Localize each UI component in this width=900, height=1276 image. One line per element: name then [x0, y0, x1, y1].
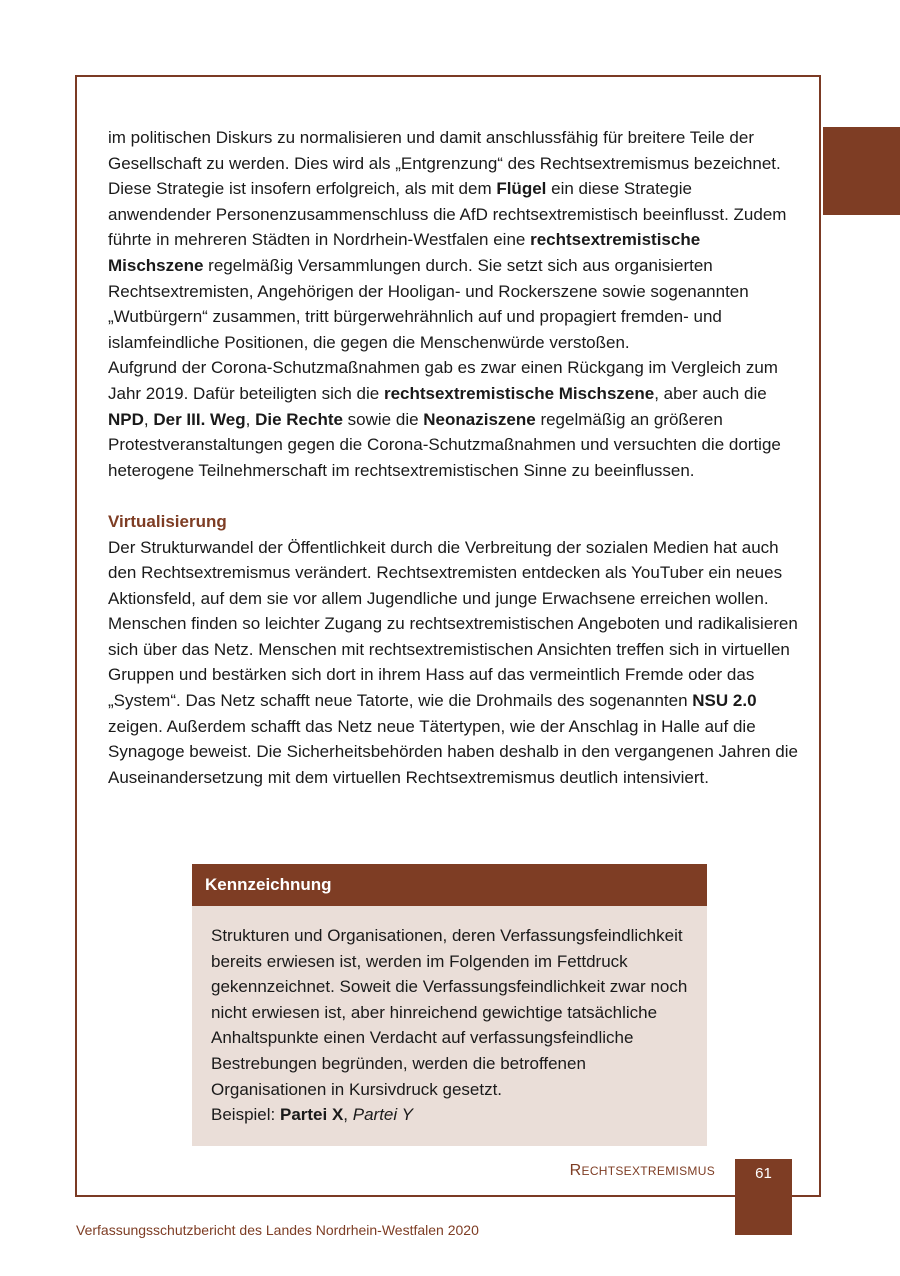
- section-name-rest: ECHTSEXTREMISMUS: [581, 1164, 715, 1178]
- example-bold: Partei X: [279, 1105, 344, 1125]
- bold-term: NPD: [108, 409, 144, 429]
- page-number: 61: [755, 1165, 772, 1182]
- example-separator: ,: [343, 1105, 353, 1125]
- text-run: sowie die: [342, 409, 424, 429]
- text-run: ,: [245, 409, 256, 429]
- bold-term: Flügel: [496, 179, 547, 199]
- info-box-body: [192, 906, 707, 1128]
- text-run: Aufgrund der Corona-Schutzmaßnahmen gab es zwar einen Rückgang im Vergleich zum Jahr 2019. Dafür beteiligten sich die: [108, 358, 778, 403]
- info-box-example: [211, 1102, 689, 1128]
- text-run: regelmäßig Versammlungen durch. Sie setzt sich aus organisierten Rechtsextremisten, Angehörigen der Hooligan- und Rockerszene sowie sogenannten „Wutbürgern“ zusammen, tritt bürgerwehrähnlich auf und propagiert fremden- und islamfeindliche Positionen, die gegen die Menschenwürde verstoßen.: [108, 255, 749, 352]
- text-run: Der Strukturwandel der Öffentlichkeit durch die Verbreitung der sozialen Medien hat auch den Rechtsextremismus verändert. Rechtsextremisten entdecken als YouTuber ein neues Aktionsfeld, auf dem sie vor allem Jugendliche und junge Erwachsene erreichen wollen. Menschen finden so leichter Zugang zu rechtsextremistischen Angeboten und radikalisieren sich über das Netz. Menschen mit rechtsextremistischen Ansichten treffen sich in virtuellen Gruppen und bestärken sich dort in ihrem Hass auf das vermeintlich Fremde oder das „System“. Das Netz schafft neue Tatorte, wie die Drohmails des sogenannten: [108, 537, 798, 711]
- paragraph-4: [108, 535, 798, 791]
- paragraph-2: [108, 176, 798, 355]
- info-box: [192, 864, 707, 1146]
- text-run: Diese Strategie ist insofern erfolgreich, als mit dem: [108, 179, 497, 199]
- text-run: zeigen. Außerdem schafft das Netz neue Tätertypen, wie der Anschlag in Halle auf die Synagoge beweist. Die Sicherheitsbehörden haben deshalb in den vergangenen Jahren die Auseinandersetzung mit dem virtuellen Rechtsextremismus deutlich intensiviert.: [108, 716, 798, 787]
- paragraph-3: [108, 355, 798, 483]
- paragraph-1: [108, 125, 798, 176]
- bold-term: Der III. Weg: [153, 409, 246, 429]
- bold-term: NSU 2.0: [692, 691, 757, 711]
- paragraph-gap: [108, 483, 798, 509]
- example-italic: Partei Y: [352, 1105, 413, 1125]
- bold-term: rechtsextremistische Mischszene: [383, 383, 655, 403]
- bold-term: rechtsextremistische Mischszene: [108, 230, 701, 275]
- chapter-tab-marker: [823, 127, 900, 215]
- info-box-title: Kennzeichnung: [192, 864, 707, 906]
- section-name-initial: R: [569, 1162, 582, 1179]
- paragraph-1-text: im politischen Diskurs zu normalisieren und damit anschlussfähig für breitere Teile der Gesellschaft zu werden. Dies wird als „Entgrenzung“ des Rechtsextremismus bezeichnet.: [108, 128, 781, 173]
- report-title: Verfassungsschutzbericht des Landes Nordrhein-Westfalen 2020: [76, 1222, 479, 1238]
- text-run: ein diese Strategie anwendender Personenzusammenschluss die AfD rechtsextremistisch beeinflusst. Zudem führte in mehreren Städten in Nordrhein-Westfalen eine: [108, 179, 787, 250]
- text-run: regelmäßig an größeren Protestveranstaltungen gegen die Corona-Schutzmaßnahmen und versuchten die dortige heterogene Teilnehmerschaft im rechtsextremistischen Sinne zu beeinflussen.: [108, 409, 781, 480]
- example-label: Beispiel:: [211, 1105, 280, 1125]
- text-run: ,: [143, 409, 154, 429]
- main-text: [108, 125, 798, 790]
- info-box-text: Strukturen und Organisationen, deren Verfassungsfeindlichkeit bereits erwiesen ist, werden im Folgenden im Fettdruck gekennzeichnet. Soweit die Verfassungsfeindlichkeit zwar noch nicht erwiesen ist, aber hinreichend gewichtige tatsächliche Anhaltspunkte einen Verdacht auf verfassungsfeindliche Bestrebungen begründen, werden die betroffenen Organisationen in Kursivdruck gesetzt.: [211, 926, 688, 1099]
- bold-term: Die Rechte: [255, 409, 343, 429]
- text-run: , aber auch die: [654, 383, 767, 403]
- section-heading: Virtualisierung: [108, 511, 227, 531]
- bold-term: Neonaziszene: [423, 409, 536, 429]
- footer-section-name: [570, 1162, 715, 1180]
